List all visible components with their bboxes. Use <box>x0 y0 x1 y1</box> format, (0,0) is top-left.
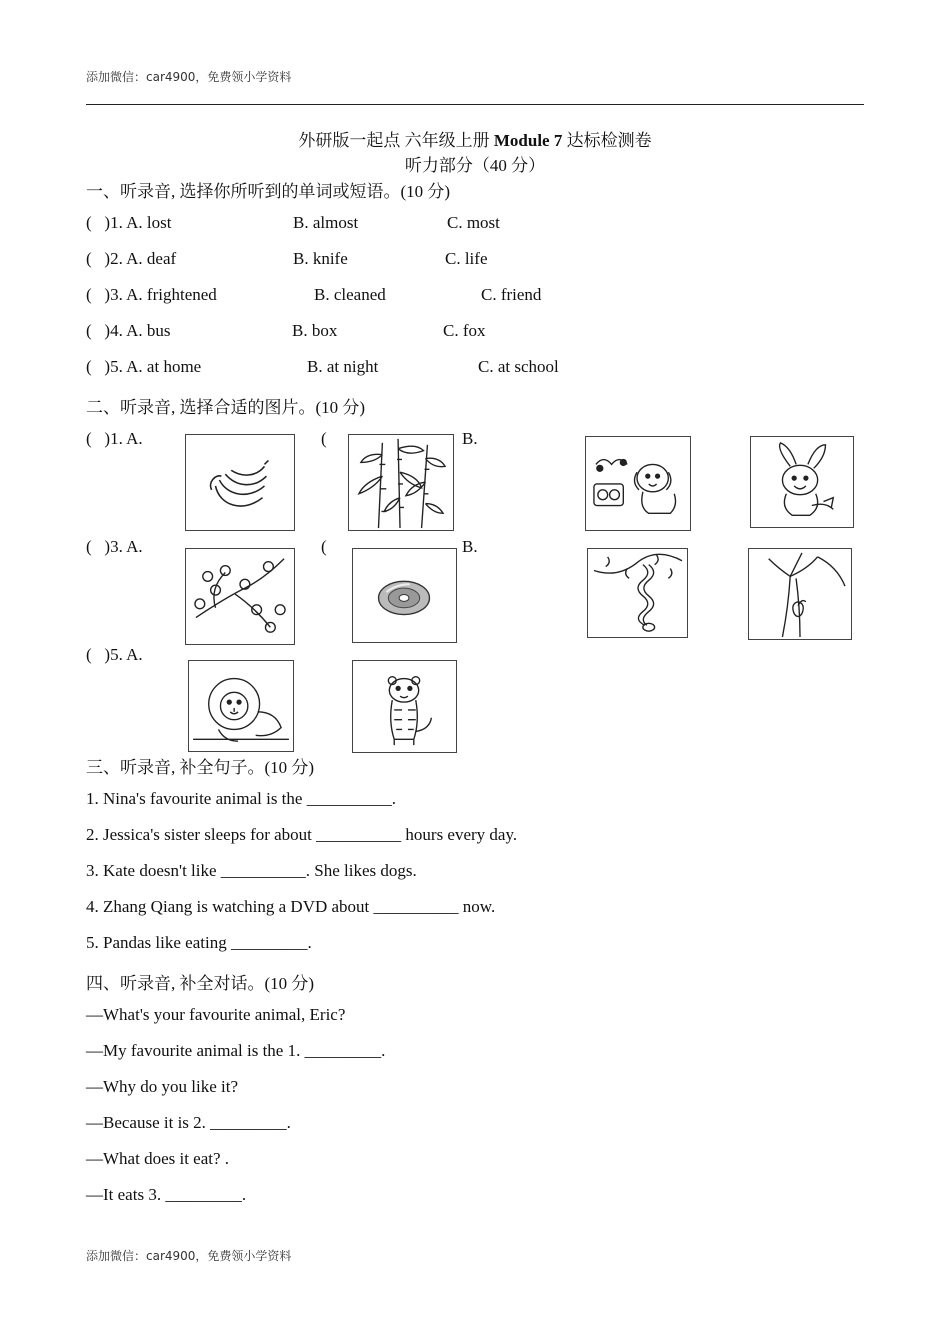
rabbit-icon <box>751 437 853 527</box>
s1-q4: )4. A. bus <box>104 321 171 340</box>
footer-note: 添加微信：car4900，免费领小学资料 <box>86 1249 292 1263</box>
section2-heading: 二、听录音, 选择合适的图片。(10 分) <box>86 398 366 417</box>
s1-q4-b: B. box <box>292 321 338 340</box>
paren-open: ( <box>86 357 105 376</box>
s2-row-1 <box>86 429 143 449</box>
bamboo-image[interactable] <box>348 434 454 531</box>
s4-line-1: —What's your favourite animal, Eric? <box>86 1005 346 1024</box>
paren-open: ( <box>86 213 105 232</box>
title-prefix: 外研版一起点 六年级上册 <box>298 131 494 150</box>
header-rule <box>86 104 864 105</box>
title-suffix: 达标检测卷 <box>562 131 652 150</box>
s1-q2: )2. A. deaf <box>104 249 177 268</box>
s1-row-1 <box>86 213 171 233</box>
snake-in-tree-image[interactable] <box>587 548 688 638</box>
s1-row-4 <box>86 321 171 341</box>
s3-line-5: 5. Pandas like eating _________. <box>86 933 312 952</box>
s2-row-5 <box>86 645 143 665</box>
s1-q3-b: B. cleaned <box>314 285 386 304</box>
snake-in-tree-icon <box>588 549 687 637</box>
s1-row-5 <box>86 357 201 377</box>
bananas-image[interactable] <box>185 434 295 531</box>
s2-paren-2: ( <box>321 429 327 448</box>
paren-open: ( <box>86 285 105 304</box>
plum-blossom-icon <box>186 549 294 644</box>
plum-blossom-image[interactable] <box>185 548 295 645</box>
cd-disc-image[interactable] <box>352 548 457 643</box>
music-dog-image[interactable] <box>585 436 691 531</box>
s1-q5-c: C. at school <box>478 357 559 376</box>
s1-q2-b: B. knife <box>293 249 348 268</box>
paren-open: ( <box>86 249 105 268</box>
s4-line-6: —It eats 3. _________. <box>86 1185 247 1204</box>
s3-line-4: 4. Zhang Qiang is watching a DVD about __________ now. <box>86 897 496 916</box>
s1-q5: )5. A. at home <box>104 357 202 376</box>
lion-image[interactable] <box>188 660 294 752</box>
s2-q2-b: B. <box>462 429 478 448</box>
s4-line-3: —Why do you like it? <box>86 1077 239 1096</box>
s1-row-3 <box>86 285 217 305</box>
s1-q1-c: C. most <box>447 213 500 232</box>
rabbit-image[interactable] <box>750 436 854 528</box>
paren-open: ( <box>86 645 105 664</box>
bananas-icon <box>186 435 294 530</box>
s1-q4-c: C. fox <box>443 321 486 340</box>
s2-q1: )1. A. <box>104 429 143 448</box>
s1-row-2 <box>86 249 176 269</box>
s3-line-2: 2. Jessica's sister sleeps for about __________ hours every day. <box>86 825 518 844</box>
s4-line-5: —What does it eat? . <box>86 1149 230 1168</box>
s1-q1: )1. A. lost <box>104 213 172 232</box>
s4-line-2: —My favourite animal is the 1. _________. <box>86 1041 386 1060</box>
s1-q3: )3. A. frightened <box>104 285 217 304</box>
music-dog-icon <box>586 437 690 530</box>
s3-line-1: 1. Nina's favourite animal is the __________. <box>86 789 396 808</box>
paren-open: ( <box>86 537 105 556</box>
s3-line-3: 3. Kate doesn't like __________. She likes dogs. <box>86 861 417 880</box>
section1-heading: 一、听录音, 选择你所听到的单词或短语。(10 分) <box>86 182 451 201</box>
tiger-icon <box>353 661 456 752</box>
s1-q3-c: C. friend <box>481 285 542 304</box>
s2-q4-b: B. <box>462 537 478 556</box>
paren-open: ( <box>86 429 105 448</box>
s4-line-4: —Because it is 2. _________. <box>86 1113 291 1132</box>
animal-in-tree-icon <box>749 549 851 639</box>
s1-q1-b: B. almost <box>293 213 359 232</box>
header-note: 添加微信：car4900，免费领小学资料 <box>86 70 292 84</box>
s1-q5-b: B. at night <box>307 357 379 376</box>
animal-in-tree-image[interactable] <box>748 548 852 640</box>
cd-disc-icon <box>353 549 456 642</box>
section4-heading: 四、听录音, 补全对话。(10 分) <box>86 974 315 993</box>
s2-q3: )3. A. <box>104 537 143 556</box>
s2-row-3 <box>86 537 143 557</box>
tiger-image[interactable] <box>352 660 457 753</box>
lion-icon <box>189 661 293 751</box>
s2-q5: )5. A. <box>104 645 143 664</box>
title-module: Module 7 <box>493 131 563 150</box>
s2-paren-4: ( <box>321 537 327 556</box>
page-subtitle: 听力部分（40 分） <box>404 156 546 175</box>
section3-heading: 三、听录音, 补全句子。(10 分) <box>86 758 315 777</box>
page-title <box>0 126 950 151</box>
s1-q2-c: C. life <box>445 249 488 268</box>
paren-open: ( <box>86 321 105 340</box>
bamboo-icon <box>349 435 453 530</box>
